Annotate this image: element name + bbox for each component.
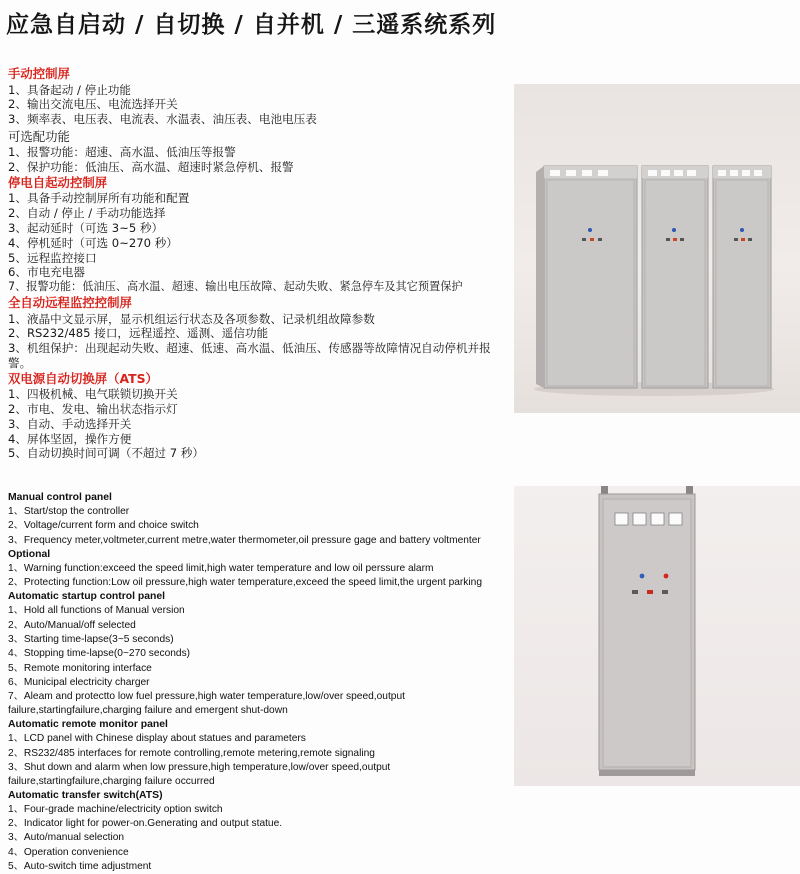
list-item: 2、保护功能：低油压、高水温、超速时紧急停机、报警 (8, 160, 294, 175)
list-item: 6、Municipal electricity charger (8, 676, 150, 688)
list-item: 6、市电充电器 (8, 265, 85, 280)
en-remote-heading: Automatic remote monitor panel (8, 719, 168, 731)
list-item: 1、LCD panel with Chinese display about statues and parameters (8, 733, 306, 745)
list-item: 3、起动延时（可选 3~5 秒） (8, 221, 164, 236)
zh-ats-heading: 双电源自动切换屏（ATS） (8, 370, 158, 386)
list-item: 1、四极机械、电气联锁切换开关 (8, 387, 178, 402)
list-item: 1、Hold all functions of Manual version (8, 605, 185, 617)
list-item: 1、具备起动 / 停止功能 (8, 82, 131, 97)
zh-manual-heading: 手动控制屏 (8, 66, 70, 81)
list-item: 1、Warning function:exceed the speed limit,high water temperature and low oil perssure alarm (8, 562, 434, 574)
list-item: 4、Stopping time-lapse(0~270 seconds) (8, 648, 191, 660)
list-item: 3、自动、手动选择开关 (8, 416, 132, 431)
list-item: 7、报警功能：低油压、高水温、超速、输出电压故障、起动失败、紧急停车及其它预置保护 (8, 280, 463, 294)
en-ats-heading: Automatic transfer switch(ATS) (8, 789, 163, 801)
chinese-spec-list (8, 66, 508, 461)
list-item: 2、RS232/485 接口，远程遥控、遥测、遥信功能 (8, 326, 269, 341)
cabinet-row-photo (514, 84, 800, 413)
list-item: 2、Protecting function:Low oil pressure,high water temperature,exceed the speed limit,the urgent parking (8, 577, 482, 589)
list-item: 2、Indicator light for power-on.Generating and output statue. (8, 818, 283, 830)
list-item: 2、输出交流电压、电流选择开关 (8, 97, 178, 112)
list-item: 4、停机延时（可选 0~270 秒） (8, 235, 178, 250)
list-item: 1、液晶中文显示屏，显示机组运行状态及各项参数、记录机组故障参数 (8, 311, 375, 326)
three-cabinets-illustration (514, 84, 800, 413)
list-item: 3、Starting time-lapse(3~5 seconds) (8, 634, 174, 646)
zh-optional-heading: 可选配功能 (8, 128, 70, 144)
list-item: 1、具备手动控制屏所有功能和配置 (8, 191, 190, 206)
zh-auto-start-heading: 停电自起动控制屏 (8, 174, 108, 190)
list-item: 2、市电、发电、输出状态指示灯 (8, 402, 178, 417)
english-spec-list (8, 491, 508, 874)
list-item: 7、Aleam and protectto low fuel pressure,high water temperature,low/over speed,output failure,startingfailure,charging failure and emergent shut-down (8, 691, 405, 717)
list-item: 2、RS232/485 interfaces for remote controlling,remote metering,remote signaling (8, 747, 375, 759)
list-item: 5、Remote monitoring interface (8, 662, 152, 674)
list-item: 2、Voltage/current form and choice switch (8, 520, 199, 532)
list-item: 5、Auto-switch time adjustment (8, 861, 152, 873)
list-item: 4、Operation convenience (8, 846, 129, 858)
list-item: 2、Auto/Manual/off selected (8, 619, 136, 631)
list-item: 3、Shut down and alarm when low pressure,high temperature,low/over speed,output failure,startingfailure,charging failure occurred (8, 761, 391, 787)
list-item: 4、屏体坚固，操作方便 (8, 431, 132, 446)
list-item: 3、Frequency meter,voltmeter,current metre,water thermometer,oil pressure gage and battery voltmenter (8, 534, 481, 546)
list-item: 3、Auto/manual selection (8, 832, 125, 844)
list-item: 1、Start/stop the controller (8, 506, 130, 517)
list-item: 1、Four-grade machine/electricity option switch (8, 803, 223, 815)
en-manual-heading: Manual control panel (8, 492, 112, 503)
list-item: 3、频率表、电压表、电流表、水温表、油压表、电池电压表 (8, 112, 317, 127)
en-optional-heading: Optional (8, 548, 51, 560)
en-auto-start-heading: Automatic startup control panel (8, 591, 166, 603)
list-item: 3、机组保护：出现起动失败、超速、低速、高水温、低油压、传感器等故障情况自动停机并报警。 (8, 341, 491, 370)
page-title: 应急自启动 / 自切换 / 自并机 / 三遥系统系列 (6, 12, 497, 38)
list-item: 5、远程监控接口 (8, 250, 97, 265)
list-item: 1、报警功能：超速、高水温、低油压等报警 (8, 145, 236, 160)
list-item: 2、自动 / 停止 / 手动功能选择 (8, 206, 166, 221)
single-cabinet-illustration (514, 486, 800, 786)
zh-remote-heading: 全自动远程监控控制屏 (8, 295, 132, 311)
list-item: 5、自动切换时间可调（不超过 7 秒） (8, 446, 205, 461)
single-cabinet-photo (514, 486, 800, 786)
